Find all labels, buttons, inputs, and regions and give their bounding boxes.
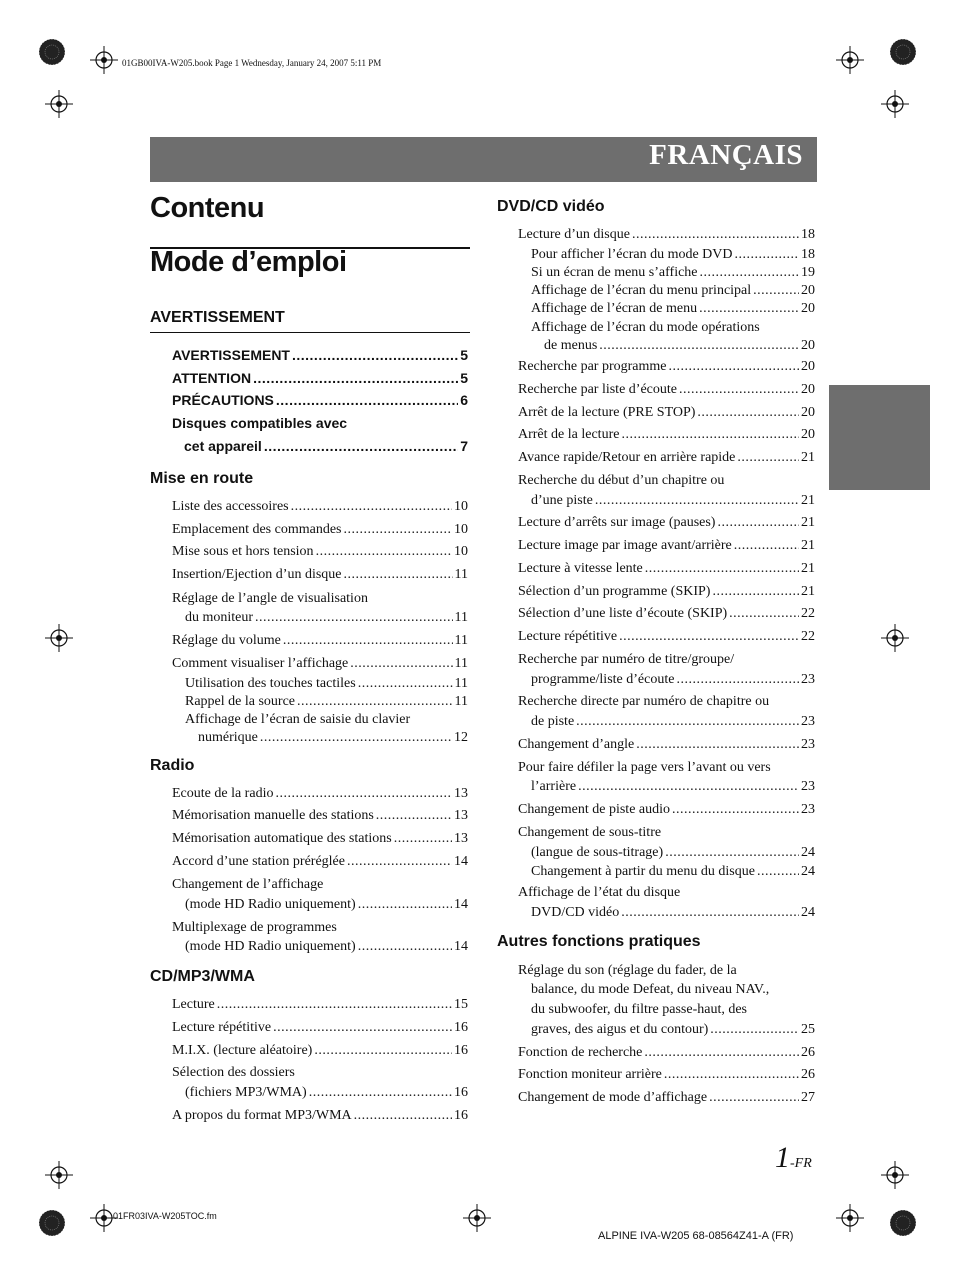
toc-entry-page: 13 bbox=[454, 786, 468, 801]
toc-entry-page: 24 bbox=[801, 864, 815, 879]
toc-entry: Multiplexage de programmes bbox=[172, 920, 337, 935]
toc-entry-page: 20 bbox=[801, 301, 815, 316]
toc-leader-dots bbox=[737, 450, 799, 466]
toc-entry-label: Lecture d’un disque bbox=[518, 227, 630, 242]
toc-entry-label: Accord d’une station préréglée bbox=[172, 854, 345, 869]
toc-entry bbox=[531, 845, 815, 863]
toc-entry bbox=[531, 672, 815, 690]
toc-entry bbox=[518, 1067, 815, 1085]
toc-leader-dots bbox=[297, 694, 453, 710]
toc-entry bbox=[518, 561, 815, 579]
toc-entry bbox=[518, 359, 815, 377]
toc-entry bbox=[172, 499, 468, 517]
toc-entry-label: (langue de sous-titrage) bbox=[531, 845, 664, 860]
toc-entry-page: 22 bbox=[801, 629, 815, 644]
toc-entry-page: 11 bbox=[454, 567, 468, 582]
toc-entry-label: graves, des aigus et du contour) bbox=[531, 1022, 709, 1037]
toc-leader-dots bbox=[734, 538, 799, 554]
language-banner bbox=[150, 137, 817, 182]
title-contenu: Contenu bbox=[150, 192, 265, 224]
toc-entry-label: Affichage de l’écran du menu principal bbox=[531, 283, 752, 298]
toc-entry-page: 11 bbox=[454, 694, 468, 709]
toc-leader-dots bbox=[316, 544, 452, 560]
toc-leader-dots bbox=[710, 1022, 799, 1038]
toc-leader-dots bbox=[735, 247, 799, 263]
toc-leader-dots bbox=[275, 786, 452, 802]
toc-entry-page: 20 bbox=[801, 382, 815, 397]
toc-entry bbox=[172, 544, 468, 562]
toc-entry bbox=[518, 629, 815, 647]
toc-entry: Disques compatibles avec bbox=[172, 415, 348, 431]
toc-leader-dots bbox=[291, 499, 452, 515]
toc-entry bbox=[531, 247, 815, 265]
toc-leader-dots bbox=[347, 854, 452, 870]
toc-entry-page: 21 bbox=[801, 538, 815, 553]
toc-entry-page: 16 bbox=[454, 1043, 468, 1058]
header-file-info: 01GB00IVA-W205.book Page 1 Wednesday, January 24, 2007 5:11 PM bbox=[122, 58, 382, 68]
toc-entry-page: 5 bbox=[460, 370, 468, 386]
toc-entry-page: 13 bbox=[454, 808, 468, 823]
toc-leader-dots bbox=[350, 656, 452, 672]
toc-entry: Changement de l’affichage bbox=[172, 877, 324, 892]
toc-entry: Affichage de l’écran de saisie du clavier bbox=[185, 712, 411, 727]
toc-leader-dots bbox=[699, 301, 799, 317]
title-mode: Mode d’emploi bbox=[150, 246, 347, 278]
toc-leader-dots bbox=[255, 610, 452, 626]
toc-entry-page: 20 bbox=[801, 359, 815, 374]
toc-entry-label: Recherche par liste d’écoute bbox=[518, 382, 677, 397]
toc-entry-label: ATTENTION bbox=[172, 370, 252, 386]
language-banner-text: FRANÇAIS bbox=[649, 139, 803, 171]
toc-leader-dots bbox=[664, 1067, 799, 1083]
toc-entry-label: Changement d’angle bbox=[518, 737, 635, 752]
toc-entry: du subwoofer, du filtre passe-haut, des bbox=[531, 1002, 747, 1017]
toc-entry bbox=[544, 338, 815, 356]
toc-entry-page: 10 bbox=[454, 522, 468, 537]
toc-entry-page: 18 bbox=[801, 247, 815, 262]
toc-entry bbox=[518, 450, 815, 468]
toc-entry bbox=[172, 854, 468, 872]
toc-leader-dots bbox=[358, 897, 452, 913]
toc-entry bbox=[172, 1020, 468, 1038]
toc-entry-label: Liste des accessoires bbox=[172, 499, 289, 514]
toc-entry-label: programme/liste d’écoute bbox=[531, 672, 675, 687]
toc-entry: Pour faire défiler la page vers l’avant ou vers bbox=[518, 760, 771, 775]
toc-entry-page: 23 bbox=[801, 714, 815, 729]
toc-leader-dots bbox=[354, 1108, 452, 1124]
toc-entry: Réglage du son (réglage du fader, de la bbox=[518, 963, 737, 978]
toc-entry bbox=[518, 227, 815, 245]
toc-entry-label: Insertion/Ejection d’un disque bbox=[172, 567, 342, 582]
toc-entry-label: Fonction moniteur arrière bbox=[518, 1067, 662, 1082]
toc-entry-page: 7 bbox=[460, 438, 468, 454]
toc-entry bbox=[185, 1085, 468, 1103]
toc-entry bbox=[518, 1045, 815, 1063]
toc-entry-label: Avance rapide/Retour en arrière rapide bbox=[518, 450, 736, 465]
toc-entry bbox=[518, 606, 815, 624]
toc-entry-page: 11 bbox=[454, 610, 468, 625]
toc-entry bbox=[518, 584, 815, 602]
toc-entry bbox=[172, 1043, 468, 1061]
toc-entry-page: 14 bbox=[454, 939, 468, 954]
toc-entry-page: 16 bbox=[454, 1085, 468, 1100]
toc-leader-dots bbox=[665, 845, 799, 861]
toc-entry-label: Mémorisation automatique des stations bbox=[172, 831, 392, 846]
toc-entry-label: Sélection d’une liste d’écoute (SKIP) bbox=[518, 606, 728, 621]
toc-entry-label: Emplacement des commandes bbox=[172, 522, 342, 537]
toc-entry bbox=[518, 427, 815, 445]
toc-leader-dots bbox=[753, 283, 799, 299]
toc-entry-page: 26 bbox=[801, 1045, 815, 1060]
toc-entry-label: Changement à partir du menu du disque bbox=[531, 864, 755, 879]
toc-leader-dots bbox=[309, 1085, 452, 1101]
toc-entry bbox=[531, 1022, 815, 1040]
toc-entry-label: Si un écran de menu s’affiche bbox=[531, 265, 698, 280]
toc-entry: Recherche directe par numéro de chapitre ou bbox=[518, 694, 770, 709]
toc-leader-dots bbox=[676, 672, 799, 688]
toc-entry-label: DVD/CD vidéo bbox=[531, 905, 620, 920]
toc-entry bbox=[172, 997, 468, 1015]
toc-entry: Sélection des dossiers bbox=[172, 1065, 295, 1080]
toc-entry-label: AVERTISSEMENT bbox=[172, 347, 290, 363]
toc-entry bbox=[172, 786, 468, 804]
side-tab bbox=[829, 385, 930, 490]
toc-entry-page: 21 bbox=[801, 493, 815, 508]
toc-entry bbox=[172, 808, 468, 826]
toc-entry-page: 6 bbox=[460, 392, 468, 408]
toc-entry-page: 18 bbox=[801, 227, 815, 242]
toc-entry-label: Lecture image par image avant/arrière bbox=[518, 538, 732, 553]
toc-entry bbox=[518, 382, 815, 400]
footer-file-info: 01FR03IVA-W205TOC.fm bbox=[113, 1211, 217, 1221]
toc-entry bbox=[518, 538, 815, 556]
toc-entry-page: 12 bbox=[454, 730, 468, 745]
toc-entry bbox=[531, 864, 815, 882]
section-title-cd-mp3: CD/MP3/WMA bbox=[150, 968, 255, 985]
section-title-mise-en-route: Mise en route bbox=[150, 470, 254, 487]
toc-entry-page: 23 bbox=[801, 672, 815, 687]
toc-entry-page: 20 bbox=[801, 338, 815, 353]
toc-entry bbox=[531, 283, 815, 301]
toc-entry-page: 23 bbox=[801, 779, 815, 794]
toc-entry-page: 25 bbox=[801, 1022, 815, 1037]
toc-entry-label: Fonction de recherche bbox=[518, 1045, 643, 1060]
toc-leader-dots bbox=[358, 676, 453, 692]
toc-leader-dots bbox=[644, 1045, 799, 1061]
toc-entry bbox=[172, 1108, 468, 1126]
toc-leader-dots bbox=[314, 1043, 452, 1059]
toc-entry: Changement de sous-titre bbox=[518, 825, 662, 840]
toc-entry-page: 26 bbox=[801, 1067, 815, 1082]
toc-entry-label: Changement de mode d’affichage bbox=[518, 1090, 708, 1105]
toc-entry-label: Réglage du volume bbox=[172, 633, 281, 648]
toc-entry bbox=[531, 905, 815, 923]
toc-entry-label: Lecture bbox=[172, 997, 215, 1012]
toc-entry-label: Recherche par programme bbox=[518, 359, 667, 374]
toc-entry-label: l’arrière bbox=[531, 779, 577, 794]
toc-entry: Recherche du début d’un chapitre ou bbox=[518, 473, 725, 488]
toc-entry-label: Arrêt de la lecture (PRE STOP) bbox=[518, 405, 696, 420]
toc-leader-dots bbox=[578, 779, 799, 795]
toc-entry-page: 15 bbox=[454, 997, 468, 1012]
toc-entry-page: 19 bbox=[801, 265, 815, 280]
section-title-autres: Autres fonctions pratiques bbox=[497, 933, 701, 950]
toc-leader-dots bbox=[273, 1020, 452, 1036]
toc-entry bbox=[172, 522, 468, 540]
toc-entry-page: 11 bbox=[454, 676, 468, 691]
toc-entry-label: Arrêt de la lecture bbox=[518, 427, 620, 442]
toc-entry bbox=[518, 737, 815, 755]
toc-entry-page: 27 bbox=[801, 1090, 815, 1105]
toc-entry-page: 21 bbox=[801, 515, 815, 530]
section-title-dvd: DVD/CD vidéo bbox=[497, 198, 605, 215]
toc-entry-page: 5 bbox=[460, 347, 468, 363]
toc-leader-dots bbox=[709, 1090, 799, 1106]
toc-entry bbox=[518, 515, 815, 533]
toc-entry-page: 24 bbox=[801, 905, 815, 920]
toc-entry bbox=[185, 939, 468, 957]
toc-entry-page: 21 bbox=[801, 450, 815, 465]
toc-leader-dots bbox=[729, 606, 799, 622]
toc-leader-dots bbox=[621, 427, 799, 443]
toc-leader-dots bbox=[264, 438, 458, 454]
toc-entry-label: Utilisation des touches tactiles bbox=[185, 676, 356, 691]
toc-entry bbox=[518, 802, 815, 820]
toc-entry bbox=[172, 831, 468, 849]
toc-leader-dots bbox=[292, 347, 458, 363]
toc-entry-page: 20 bbox=[801, 405, 815, 420]
toc-leader-dots bbox=[217, 997, 452, 1013]
toc-entry-label: Affichage de l’écran de menu bbox=[531, 301, 698, 316]
toc-entry-page: 16 bbox=[454, 1108, 468, 1123]
toc-entry-label: Lecture répétitive bbox=[518, 629, 618, 644]
toc-leader-dots bbox=[712, 584, 799, 600]
toc-entry-label: (mode HD Radio uniquement) bbox=[185, 897, 356, 912]
toc-leader-dots bbox=[394, 831, 452, 847]
toc-entry-label: Comment visualiser l’affichage bbox=[172, 656, 349, 671]
toc-entry bbox=[198, 730, 468, 748]
toc-entry-label: d’une piste bbox=[531, 493, 593, 508]
toc-entry-label: M.I.X. (lecture aléatoire) bbox=[172, 1043, 313, 1058]
toc-entry-label: de piste bbox=[531, 714, 575, 729]
toc-leader-dots bbox=[253, 370, 458, 386]
toc-entry-page: 11 bbox=[454, 633, 468, 648]
toc-leader-dots bbox=[717, 515, 799, 531]
toc-entry: Affichage de l’écran du mode opérations bbox=[531, 320, 760, 335]
toc-entry bbox=[531, 301, 815, 319]
toc-entry bbox=[172, 656, 468, 674]
toc-entry-label: de menus bbox=[544, 338, 598, 353]
toc-leader-dots bbox=[344, 567, 453, 583]
toc-entry-page: 13 bbox=[454, 831, 468, 846]
toc-leader-dots bbox=[697, 405, 799, 421]
toc-entry-label: numérique bbox=[198, 730, 258, 745]
toc-leader-dots bbox=[700, 265, 799, 281]
toc-leader-dots bbox=[757, 864, 799, 880]
toc-entry bbox=[172, 370, 468, 388]
toc-entry-page: 16 bbox=[454, 1020, 468, 1035]
toc-leader-dots bbox=[672, 802, 799, 818]
toc-entry-page: 14 bbox=[454, 897, 468, 912]
toc-leader-dots bbox=[619, 629, 799, 645]
toc-entry-label: du moniteur bbox=[185, 610, 254, 625]
toc-entry-page: 11 bbox=[454, 656, 468, 671]
toc-entry: balance, du mode Defeat, du niveau NAV., bbox=[531, 982, 770, 997]
toc-entry-page: 20 bbox=[801, 427, 815, 442]
toc-entry bbox=[172, 392, 468, 410]
toc-leader-dots bbox=[576, 714, 799, 730]
toc-entry-page: 10 bbox=[454, 499, 468, 514]
toc-leader-dots bbox=[645, 561, 799, 577]
toc-entry-label: Lecture d’arrêts sur image (pauses) bbox=[518, 515, 716, 530]
toc-entry-label: cet appareil bbox=[184, 438, 262, 454]
toc-entry-page: 22 bbox=[801, 606, 815, 621]
toc-entry: Recherche par numéro de titre/groupe/ bbox=[518, 652, 735, 667]
toc-entry-label: A propos du format MP3/WMA bbox=[172, 1108, 352, 1123]
toc-leader-dots bbox=[595, 493, 799, 509]
toc-entry-label: Lecture répétitive bbox=[172, 1020, 272, 1035]
toc-entry bbox=[184, 438, 468, 456]
toc-entry-label: Changement de piste audio bbox=[518, 802, 671, 817]
toc-entry bbox=[172, 567, 468, 585]
toc-entry-label: Ecoute de la radio bbox=[172, 786, 274, 801]
toc-entry bbox=[185, 694, 468, 712]
toc-leader-dots bbox=[679, 382, 799, 398]
toc-entry-page: 21 bbox=[801, 584, 815, 599]
toc-leader-dots bbox=[668, 359, 799, 375]
toc-leader-dots bbox=[376, 808, 452, 824]
toc-entry bbox=[531, 779, 815, 797]
toc-entry-page: 21 bbox=[801, 561, 815, 576]
toc-entry-label: Lecture à vitesse lente bbox=[518, 561, 643, 576]
toc-leader-dots bbox=[283, 633, 453, 649]
toc-entry bbox=[531, 265, 815, 283]
toc-leader-dots bbox=[621, 905, 799, 921]
toc-leader-dots bbox=[260, 730, 452, 746]
toc-entry-label: (fichiers MP3/WMA) bbox=[185, 1085, 307, 1100]
toc-entry-page: 23 bbox=[801, 802, 815, 817]
toc-entry-label: (mode HD Radio uniquement) bbox=[185, 939, 356, 954]
toc-entry bbox=[185, 610, 468, 628]
toc-leader-dots bbox=[358, 939, 452, 955]
toc-entry bbox=[518, 1090, 815, 1108]
toc-entry-label: Sélection d’un programme (SKIP) bbox=[518, 584, 711, 599]
footer-model: ALPINE IVA-W205 68-08564Z41-A (FR) bbox=[598, 1230, 794, 1242]
toc-leader-dots bbox=[632, 227, 799, 243]
toc-entry-page: 14 bbox=[454, 854, 468, 869]
toc-entry bbox=[185, 897, 468, 915]
toc-entry-label: Pour afficher l’écran du mode DVD bbox=[531, 247, 733, 262]
toc-leader-dots bbox=[599, 338, 799, 354]
toc-leader-dots bbox=[276, 392, 458, 408]
toc-entry-page: 23 bbox=[801, 737, 815, 752]
toc-entry-page: 10 bbox=[454, 544, 468, 559]
toc-entry bbox=[172, 347, 468, 365]
toc-entry bbox=[531, 714, 815, 732]
toc-leader-dots bbox=[344, 522, 453, 538]
section-rule bbox=[150, 332, 470, 333]
toc-entry-label: PRÉCAUTIONS bbox=[172, 392, 274, 408]
toc-leader-dots bbox=[636, 737, 799, 753]
toc-entry: Affichage de l’état du disque bbox=[518, 885, 681, 900]
section-title-radio: Radio bbox=[150, 757, 195, 774]
toc-entry-label: Mémorisation manuelle des stations bbox=[172, 808, 374, 823]
toc-entry bbox=[518, 405, 815, 423]
toc-entry-page: 24 bbox=[801, 845, 815, 860]
toc-entry bbox=[172, 633, 468, 651]
toc-entry: Réglage de l’angle de visualisation bbox=[172, 591, 368, 606]
toc-entry-page: 20 bbox=[801, 283, 815, 298]
section-title-avertissement: AVERTISSEMENT bbox=[150, 309, 285, 326]
page-number: 1-FR bbox=[775, 1141, 812, 1174]
toc-entry bbox=[185, 676, 468, 694]
toc-entry-label: Mise sous et hors tension bbox=[172, 544, 314, 559]
toc-entry bbox=[531, 493, 815, 511]
toc-entry-label: Rappel de la source bbox=[185, 694, 296, 709]
